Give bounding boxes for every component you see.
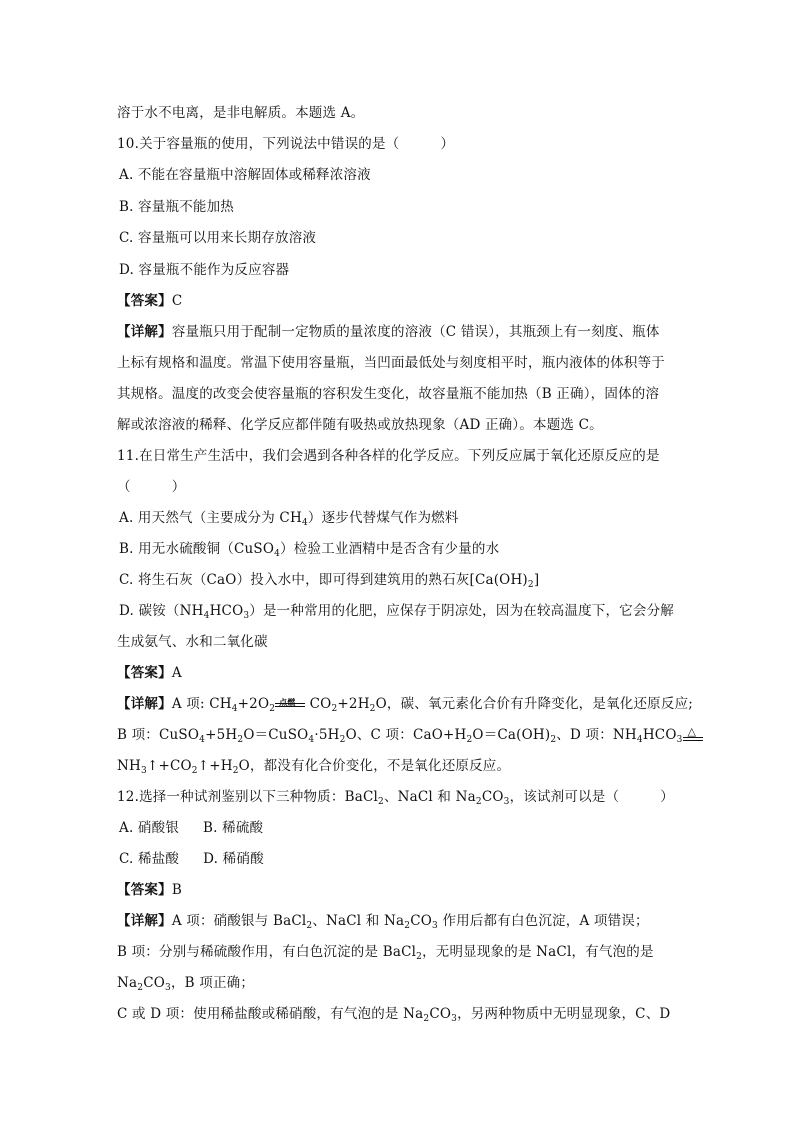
explanation-line xyxy=(117,1004,670,1024)
text: ·5H xyxy=(314,727,340,743)
explanation-tag: 【详解】 xyxy=(117,324,172,340)
text: D. 碳铵（NH xyxy=(119,603,204,619)
explanation-line xyxy=(117,694,693,714)
option-d-continued: 生成氨气、水和二氧化碳 xyxy=(117,634,268,650)
text: B. 用无水硫酸铜（CuSO xyxy=(119,541,275,557)
condition-label: 点燃 xyxy=(279,697,296,707)
text: O，碳、氧元素化合价有升降变化，是氧化还原反应; xyxy=(375,696,694,712)
text: ）检验工业酒精中是否含有少量的水 xyxy=(280,541,500,557)
explanation-line xyxy=(117,973,254,993)
option-d: D. 稀硝酸 xyxy=(203,851,264,867)
heating-condition-arrow xyxy=(683,726,703,742)
answer-tag: 【答案】 xyxy=(117,293,172,309)
question-10-stem: 10.关于容量瓶的使用，下列说法中错误的是（ ） xyxy=(117,136,455,152)
equal-bar xyxy=(683,737,703,738)
options-row xyxy=(119,818,263,838)
heat-triangle-icon: △ xyxy=(687,725,697,738)
text: 、NaCl 和 Na xyxy=(312,913,405,929)
subscript: 3 xyxy=(451,1014,458,1024)
subscript: 4 xyxy=(636,735,643,745)
explanation-text: 容量瓶只用于配制一定物质的量浓度的溶液（C 错误），其瓶颈上有一刻度、瓶体 xyxy=(171,324,660,340)
text: ] xyxy=(533,572,540,588)
explanation-line: 解或浓溶液的稀释、化学反应都伴随有吸热或放热现象（AD 正确）。本题选 C。 xyxy=(117,417,603,433)
text: ）逐步代替煤气作为燃料 xyxy=(307,510,459,526)
text: CO xyxy=(410,913,433,929)
subscript: 3 xyxy=(141,766,147,776)
subscript: 4 xyxy=(274,549,281,559)
text: A 项: CH xyxy=(171,696,232,712)
option-b: B. 稀硫酸 xyxy=(203,820,264,836)
text: +2O xyxy=(237,696,270,712)
explanation-tag: 【详解】 xyxy=(117,696,172,712)
subscript: 2 xyxy=(306,921,313,931)
explanation-line: 其规格。温度的改变会使容量瓶的容积发生变化，故容量瓶不能加热（B 正确），固体的溶 xyxy=(117,386,660,402)
text: O＝Ca(OH) xyxy=(472,727,551,743)
text-line: 溶于水不电离，是非电解质。本题选 A。 xyxy=(117,105,365,121)
equal-bar xyxy=(275,706,305,707)
text: CO xyxy=(305,696,332,712)
text: B 项：分别与稀硫酸作用，有白色沉淀的是 BaCl xyxy=(117,944,417,960)
subscript: 3 xyxy=(432,921,438,931)
subscript: 3 xyxy=(676,735,683,745)
text: CO xyxy=(429,1006,452,1022)
subscript: 2 xyxy=(527,580,534,590)
text: A. 用天然气（主要成分为 CH xyxy=(119,510,302,526)
subscript: 3 xyxy=(165,983,171,993)
subscript: 3 xyxy=(243,611,250,621)
subscript: 2 xyxy=(369,704,376,714)
option-b: B. 容量瓶不能加热 xyxy=(119,199,235,215)
answer-line xyxy=(117,663,182,683)
subscript: 4 xyxy=(301,518,308,528)
answer-value: B xyxy=(171,882,182,898)
text: ，另两种物质中无明显现象，C、D xyxy=(457,1006,671,1022)
subscript: 2 xyxy=(423,1014,430,1024)
subscript: 2 xyxy=(404,921,411,931)
subscript: 2 xyxy=(475,797,482,807)
text: 、NaCl 和 Na xyxy=(383,789,476,805)
equal-bar xyxy=(275,703,305,704)
explanation-line xyxy=(117,911,649,931)
text: +5H xyxy=(205,727,238,743)
text: HCO xyxy=(209,603,244,619)
text: CO xyxy=(143,975,166,991)
question-11-stem: 11.在日常生产生活中，我们会遇到各种各样的化学反应。下列反应属于氧化还原反应的是 xyxy=(117,448,660,464)
subscript: 2 xyxy=(232,766,239,776)
subscript: 2 xyxy=(550,735,557,745)
subscript: 2 xyxy=(466,735,473,745)
explanation-line xyxy=(117,756,510,776)
text: B 项：CuSO xyxy=(117,727,200,743)
text: 作用后都有白色沉淀，A 项错误； xyxy=(437,913,649,929)
answer-value: A xyxy=(171,665,182,681)
text: 、D 项：NH xyxy=(556,727,637,743)
explanation-tag: 【详解】 xyxy=(117,913,172,929)
text: O＝CuSO xyxy=(243,727,309,743)
subscript: 4 xyxy=(231,704,238,714)
text: +2H xyxy=(337,696,370,712)
subscript: 4 xyxy=(203,611,210,621)
subscript: 4 xyxy=(199,735,206,745)
explanation-line xyxy=(117,942,654,962)
subscript: 2 xyxy=(237,735,244,745)
text: ）是一种常用的化肥，应保存于阴凉处，因为在较高温度下，它会分解 xyxy=(249,603,674,619)
explanation-line: 上标有规格和温度。常温下使用容量瓶，当凹面最低处与刻度相平时，瓶内液体的体积等于 xyxy=(117,355,665,371)
subscript: 2 xyxy=(331,704,338,714)
answer-tag: 【答案】 xyxy=(117,882,172,898)
text: CO xyxy=(481,789,504,805)
equal-bar xyxy=(683,740,703,741)
reaction-condition-arrow xyxy=(275,696,305,710)
text: A 项：硝酸银与 BaCl xyxy=(171,913,307,929)
text: ↑+CO xyxy=(146,758,192,774)
text: C. 将生石灰（CaO）投入水中，即可得到建筑用的熟石灰[Ca(OH) xyxy=(119,572,528,588)
explanation-line xyxy=(117,322,660,342)
text: C 或 D 项：使用稀盐酸或稀硝酸，有气泡的是 Na xyxy=(117,1006,424,1022)
option-a xyxy=(119,508,459,528)
text: NH xyxy=(117,758,141,774)
answer-tag: 【答案】 xyxy=(117,665,172,681)
text: O，都没有化合价变化，不是氧化还原反应。 xyxy=(238,758,511,774)
subscript: 2 xyxy=(269,704,276,714)
text: 12.选择一种试剂鉴别以下三种物质：BaCl xyxy=(117,789,378,805)
option-a: A. 不能在容量瓶中溶解固体或稀释浓溶液 xyxy=(119,167,371,183)
option-d xyxy=(119,601,674,621)
question-11-bracket: （ ） xyxy=(117,479,186,495)
subscript: 2 xyxy=(378,797,384,807)
option-c: C. 容量瓶可以用来长期存放溶液 xyxy=(119,230,317,246)
text: O、C 项：CaO+H xyxy=(345,727,467,743)
subscript: 2 xyxy=(416,952,423,962)
subscript: 2 xyxy=(339,735,346,745)
options-row xyxy=(119,849,264,869)
text: ↑+H xyxy=(197,758,233,774)
subscript: 2 xyxy=(191,766,198,776)
option-a: A. 硝酸银 xyxy=(119,820,180,836)
answer-value: C xyxy=(171,293,183,309)
option-c: C. 稀盐酸 xyxy=(119,851,180,867)
question-12-stem xyxy=(117,787,674,807)
answer-line xyxy=(117,291,182,311)
option-d: D. 容量瓶不能作为反应容器 xyxy=(119,262,290,278)
explanation-line xyxy=(117,725,703,745)
subscript: 2 xyxy=(137,983,144,993)
text: ，B 项正确； xyxy=(170,975,255,991)
subscript: 3 xyxy=(503,797,510,807)
answer-line xyxy=(117,880,182,900)
text: ，该试剂可以是（ ） xyxy=(509,789,674,805)
text: ，无明显现象的是 NaCl，有气泡的是 xyxy=(422,944,654,960)
text: Na xyxy=(117,975,138,991)
option-c xyxy=(119,570,539,590)
text: HCO xyxy=(642,727,677,743)
option-b xyxy=(119,539,499,559)
subscript: 4 xyxy=(308,735,315,745)
